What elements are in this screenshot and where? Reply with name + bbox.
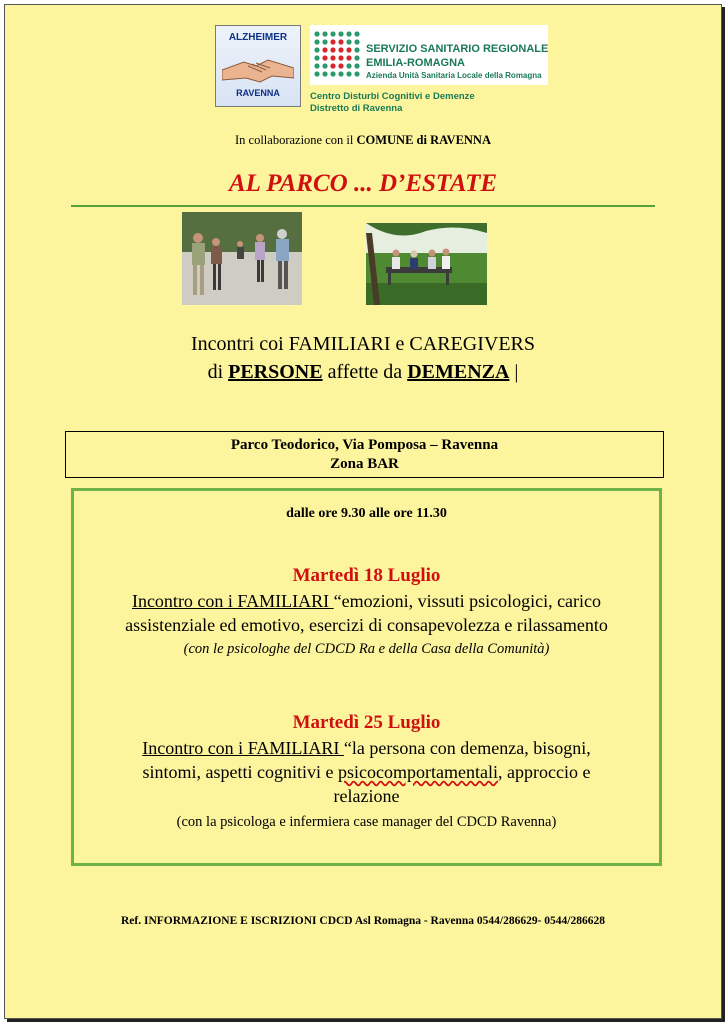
- reference-footer: Ref. INFORMAZIONE E ISCRIZIONI CDCD Asl Romagna - Ravenna 0544/286629- 0544/286628: [121, 915, 605, 927]
- location-address: Parco Teodorico, Via Pomposa – Ravenna: [230, 437, 499, 453]
- event-2-date: Martedì 25 Luglio: [292, 712, 441, 733]
- park-bench-illustration: [366, 223, 487, 305]
- event-2-line-2-b: psicocomportamentali: [338, 762, 498, 782]
- intro-text-a: di: [207, 361, 229, 383]
- event-1-lead: Incontro con i FAMILIARI: [131, 591, 334, 611]
- event-2-line-2: [74, 761, 659, 784]
- alzheimer-ravenna-logo: [215, 25, 301, 107]
- ssr-line-2: EMILIA-ROMAGNA: [366, 57, 465, 69]
- walking-people-photo: [182, 212, 302, 305]
- park-bench-photo: [366, 223, 487, 305]
- cdcd-line-1: Centro Disturbi Cognitivi e Demenze: [310, 91, 475, 102]
- event-1-note: (con le psicologhe del CDCD Ra e della Casa della Comunità): [183, 641, 550, 657]
- event-1-date: Martedì 18 Luglio: [292, 565, 441, 586]
- event-1-topic: “emozioni, vissuti psicologici, carico: [333, 591, 602, 611]
- intro-line-1: Incontri coi FAMILIARI e CAREGIVERS: [190, 333, 536, 355]
- page-title: AL PARCO ... D’ESTATE: [228, 170, 498, 197]
- location-zone: Zona BAR: [330, 456, 399, 472]
- intro-text-e: |: [509, 361, 519, 383]
- flyer-page: [4, 4, 722, 1019]
- event-2-line-2-c: , approccio e: [497, 762, 591, 782]
- collaboration-prefix: In collaborazione con il: [235, 133, 357, 147]
- intro-text-c: affette da: [322, 361, 408, 383]
- intro-persone: PERSONE: [228, 361, 323, 383]
- event-2-line-3: relazione: [333, 786, 400, 806]
- event-2-line-1: [74, 737, 659, 760]
- intro-demenza: DEMENZA: [407, 361, 510, 383]
- walking-people-illustration: [182, 212, 302, 305]
- event-1-line-1: [74, 590, 659, 613]
- handshake-icon: [222, 48, 294, 88]
- title-divider: [71, 205, 655, 207]
- location-box: [65, 431, 664, 478]
- collaboration-entity: COMUNE di RAVENNA: [356, 133, 491, 147]
- ssr-line-3: Azienda Unità Sanitaria Locale della Romagna: [366, 71, 542, 80]
- ssr-dot-grid-icon: [312, 29, 362, 81]
- ssr-emilia-romagna-logo: [310, 25, 548, 85]
- cdcd-line-2: Distretto di Ravenna: [310, 103, 403, 114]
- alzheimer-logo-bottom-text: RAVENNA: [236, 88, 280, 98]
- program-box: [71, 488, 662, 866]
- program-hours: dalle ore 9.30 alle ore 11.30: [286, 506, 447, 521]
- collaboration-line: [5, 133, 721, 148]
- event-1-line-2: assistenziale ed emotivo, esercizi di consapevolezza e rilassamento: [125, 615, 608, 635]
- alzheimer-logo-top-text: ALZHEIMER: [228, 32, 288, 43]
- event-2-topic: “la persona con demenza, bisogni,: [343, 738, 591, 758]
- event-2-lead: Incontro con i FAMILIARI: [142, 738, 344, 758]
- ssr-line-1: SERVIZIO SANITARIO REGIONALE: [366, 43, 549, 55]
- intro-line-2: [5, 361, 721, 384]
- event-2-line-2-a: sintomi, aspetti cognitivi e: [142, 762, 339, 782]
- event-2-note: (con la psicologa e infermiera case manager del CDCD Ravenna): [176, 814, 557, 830]
